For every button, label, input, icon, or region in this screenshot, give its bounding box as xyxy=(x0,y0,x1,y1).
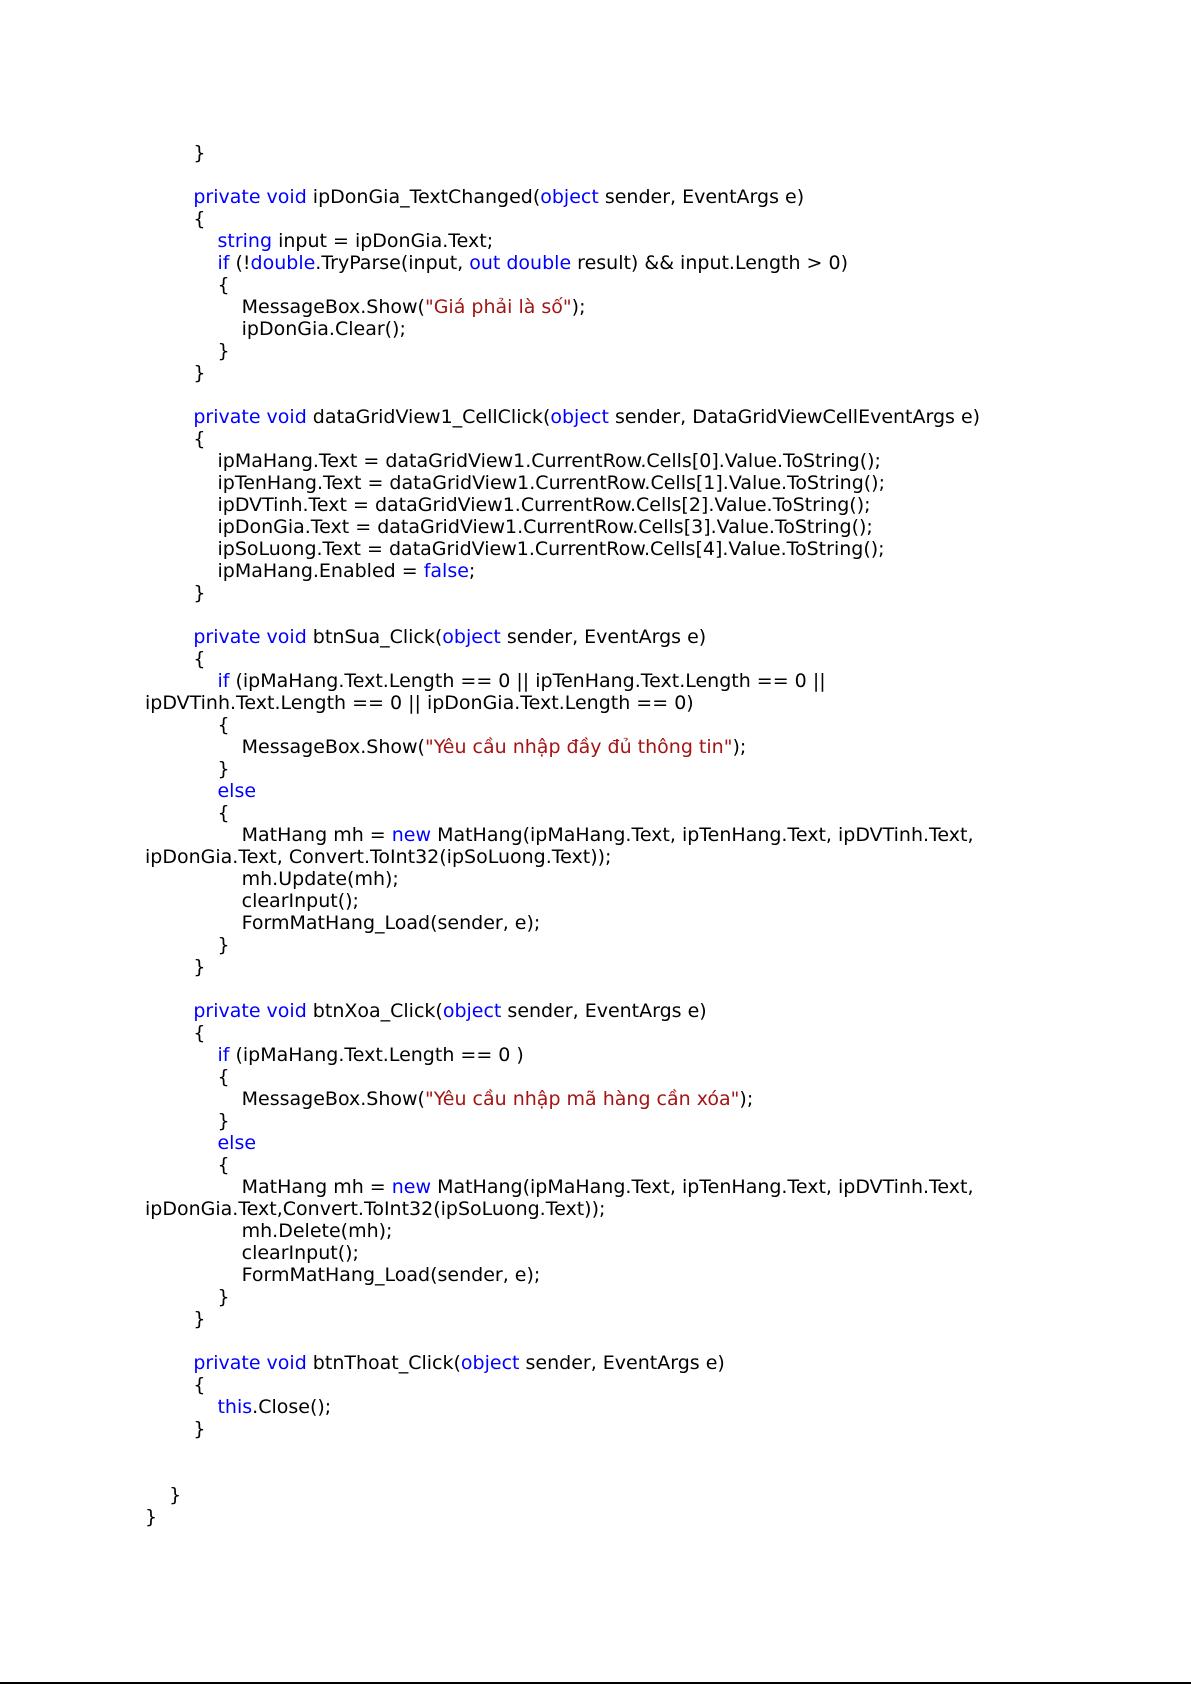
code-token-text: ipDonGia.Text, Convert.ToInt32(ipSoLuong.Text)); xyxy=(145,846,612,868)
code-line xyxy=(145,714,1105,736)
code-line xyxy=(145,868,1105,890)
code-token-text: } xyxy=(145,758,230,780)
code-line xyxy=(145,1066,1105,1088)
code-token-text: sender, EventArgs e) xyxy=(501,1000,707,1022)
code-line xyxy=(145,978,1105,1000)
code-token-text: { xyxy=(145,1066,230,1088)
code-line xyxy=(145,1132,1105,1154)
code-token-keyword: this xyxy=(217,1396,253,1418)
code-line xyxy=(145,274,1105,296)
code-token-text: mh.Update(mh); xyxy=(145,868,399,890)
code-token-text: (ipMaHang.Text.Length == 0 || ipTenHang.Text.Length == 0 || xyxy=(229,670,826,692)
code-token-text: MatHang mh = xyxy=(145,1176,392,1198)
code-line xyxy=(145,670,1105,692)
code-token-text: ipMaHang.Text = dataGridView1.CurrentRow.Cells[0].Value.ToString(); xyxy=(145,450,881,472)
code-token-text: } xyxy=(145,1506,158,1528)
code-token-text: MatHang(ipMaHang.Text, ipTenHang.Text, ipDVTinh.Text, xyxy=(431,824,974,846)
page-bottom-rule xyxy=(0,1682,1191,1684)
code-token-text: MatHang mh = xyxy=(145,824,392,846)
code-token-text: ipDVTinh.Text = dataGridView1.CurrentRow.Cells[2].Value.ToString(); xyxy=(145,494,871,516)
code-token-text: { xyxy=(145,1374,206,1396)
code-token-text xyxy=(145,626,193,648)
code-token-text: FormMatHang_Load(sender, e); xyxy=(145,1264,541,1286)
code-token-text: btnThoat_Click( xyxy=(306,1352,461,1374)
code-line xyxy=(145,692,1105,714)
code-line xyxy=(145,538,1105,560)
code-line xyxy=(145,1308,1105,1330)
code-line xyxy=(145,1484,1105,1506)
code-token-text: clearInput(); xyxy=(145,1242,359,1264)
code-token-keyword: object xyxy=(550,406,609,428)
code-token-text: { xyxy=(145,802,230,824)
code-token-keyword: private void xyxy=(193,1000,307,1022)
code-line xyxy=(145,582,1105,604)
code-line xyxy=(145,1396,1105,1418)
code-token-text: ); xyxy=(739,1088,754,1110)
code-token-text: MessageBox.Show( xyxy=(145,296,425,318)
code-token-text: btnXoa_Click( xyxy=(306,1000,443,1022)
code-token-text: } xyxy=(145,1110,230,1132)
code-line xyxy=(145,626,1105,648)
code-token-text: ipSoLuong.Text = dataGridView1.CurrentRow.Cells[4].Value.ToString(); xyxy=(145,538,885,560)
code-line xyxy=(145,758,1105,780)
code-line xyxy=(145,186,1105,208)
code-token-keyword: string xyxy=(217,230,273,252)
code-token-text xyxy=(145,230,217,252)
code-line xyxy=(145,208,1105,230)
code-line xyxy=(145,1154,1105,1176)
code-listing xyxy=(145,142,1105,1528)
code-line xyxy=(145,516,1105,538)
code-token-string: "Yêu cầu nhập đầy đủ thông tin" xyxy=(424,736,733,758)
code-line xyxy=(145,230,1105,252)
code-token-keyword: new xyxy=(391,1176,432,1198)
code-token-keyword: private void xyxy=(193,186,307,208)
code-line xyxy=(145,890,1105,912)
code-token-keyword: object xyxy=(442,626,501,648)
code-token-keyword: object xyxy=(442,1000,502,1022)
code-line xyxy=(145,494,1105,516)
code-line xyxy=(145,1506,1105,1528)
code-token-text: } xyxy=(145,956,206,978)
code-token-text: ; xyxy=(468,560,476,582)
code-line xyxy=(145,1242,1105,1264)
code-token-text: } xyxy=(145,1308,206,1330)
code-token-string: "Yêu cầu nhập mã hàng cần xóa" xyxy=(424,1088,740,1110)
code-line xyxy=(145,1220,1105,1242)
code-line xyxy=(145,1264,1105,1286)
code-token-text: ); xyxy=(571,296,586,318)
code-token-text: MatHang(ipMaHang.Text, ipTenHang.Text, ipDVTinh.Text, xyxy=(431,1176,974,1198)
code-line xyxy=(145,406,1105,428)
code-line xyxy=(145,1044,1105,1066)
code-token-text: MessageBox.Show( xyxy=(145,1088,425,1110)
code-line xyxy=(145,472,1105,494)
code-token-text xyxy=(145,1352,193,1374)
code-token-text: (ipMaHang.Text.Length == 0 ) xyxy=(229,1044,524,1066)
code-line xyxy=(145,164,1105,186)
code-token-keyword: object xyxy=(460,1352,520,1374)
code-line xyxy=(145,252,1105,274)
code-token-keyword: if xyxy=(217,1044,230,1066)
code-token-text: } xyxy=(145,1484,182,1506)
code-token-string: "Giá phải là số" xyxy=(424,296,572,318)
code-token-text: { xyxy=(145,428,206,450)
code-token-text: MessageBox.Show( xyxy=(145,736,425,758)
code-token-text xyxy=(145,252,217,274)
code-token-text: } xyxy=(145,934,230,956)
code-line xyxy=(145,1462,1105,1484)
code-line xyxy=(145,912,1105,934)
code-token-text: sender, EventArgs e) xyxy=(598,186,805,208)
code-token-text: } xyxy=(145,340,230,362)
code-token-keyword: double xyxy=(250,252,316,274)
code-line xyxy=(145,802,1105,824)
code-token-text: { xyxy=(145,714,230,736)
code-token-text: { xyxy=(145,274,230,296)
code-token-text: } xyxy=(145,582,206,604)
code-line xyxy=(145,1198,1105,1220)
code-token-text xyxy=(145,780,217,802)
code-token-text xyxy=(145,186,193,208)
code-line xyxy=(145,296,1105,318)
code-line xyxy=(145,450,1105,472)
code-token-text: ipTenHang.Text = dataGridView1.CurrentRow.Cells[1].Value.ToString(); xyxy=(145,472,885,494)
code-line xyxy=(145,1110,1105,1132)
code-line xyxy=(145,1418,1105,1440)
code-line xyxy=(145,846,1105,868)
code-line xyxy=(145,780,1105,802)
code-token-text: mh.Delete(mh); xyxy=(145,1220,393,1242)
code-line xyxy=(145,560,1105,582)
code-token-text: } xyxy=(145,1286,230,1308)
code-line xyxy=(145,1440,1105,1462)
code-token-keyword: private void xyxy=(193,406,307,428)
code-line xyxy=(145,1176,1105,1198)
code-token-text: sender, EventArgs e) xyxy=(500,626,707,648)
code-token-text: ); xyxy=(732,736,747,758)
code-line xyxy=(145,1330,1105,1352)
code-token-text xyxy=(145,1044,217,1066)
code-token-keyword: if xyxy=(217,252,230,274)
code-token-text: clearInput(); xyxy=(145,890,359,912)
code-line xyxy=(145,318,1105,340)
code-line xyxy=(145,142,1105,164)
code-token-text: } xyxy=(145,362,206,384)
code-line xyxy=(145,934,1105,956)
code-line xyxy=(145,1352,1105,1374)
code-token-text: } xyxy=(145,142,206,164)
code-line xyxy=(145,604,1105,626)
code-token-keyword: private void xyxy=(193,626,307,648)
code-token-text: dataGridView1_CellClick( xyxy=(306,406,551,428)
code-token-keyword: new xyxy=(391,824,432,846)
code-line xyxy=(145,1022,1105,1044)
code-token-keyword: false xyxy=(423,560,469,582)
code-line xyxy=(145,1374,1105,1396)
code-line xyxy=(145,1088,1105,1110)
code-token-text: { xyxy=(145,1154,230,1176)
code-line xyxy=(145,648,1105,670)
code-token-keyword: out double xyxy=(469,252,572,274)
code-token-text: (! xyxy=(229,252,251,274)
code-token-keyword: else xyxy=(217,1132,257,1154)
code-token-text: { xyxy=(145,208,206,230)
code-token-text: ipDonGia.Text = dataGridView1.CurrentRow.Cells[3].Value.ToString(); xyxy=(145,516,873,538)
code-token-text xyxy=(145,1000,193,1022)
code-token-text: sender, DataGridViewCellEventArgs e) xyxy=(608,406,981,428)
code-token-text: .Close(); xyxy=(252,1396,332,1418)
code-token-text: result) && input.Length > 0) xyxy=(571,252,849,274)
code-token-text: ipMaHang.Enabled = xyxy=(145,560,424,582)
code-token-text: FormMatHang_Load(sender, e); xyxy=(145,912,541,934)
code-token-keyword: if xyxy=(217,670,230,692)
code-line xyxy=(145,1286,1105,1308)
code-token-text: input = ipDonGia.Text; xyxy=(272,230,494,252)
code-token-text: btnSua_Click( xyxy=(306,626,443,648)
code-token-text xyxy=(145,1396,217,1418)
code-token-text xyxy=(145,1132,217,1154)
code-token-keyword: private void xyxy=(193,1352,307,1374)
code-line xyxy=(145,340,1105,362)
code-token-text xyxy=(145,670,217,692)
code-line xyxy=(145,384,1105,406)
code-line xyxy=(145,824,1105,846)
code-token-text: } xyxy=(145,1418,206,1440)
code-token-keyword: else xyxy=(217,780,257,802)
code-token-text: { xyxy=(145,1022,206,1044)
code-token-text: ipDonGia.Clear(); xyxy=(145,318,406,340)
code-token-text: .TryParse(input, xyxy=(315,252,470,274)
code-token-text: ipDVTinh.Text.Length == 0 || ipDonGia.Text.Length == 0) xyxy=(145,692,694,714)
code-line xyxy=(145,362,1105,384)
code-token-text: ipDonGia_TextChanged( xyxy=(306,186,541,208)
code-line xyxy=(145,428,1105,450)
code-token-text: ipDonGia.Text,Convert.ToInt32(ipSoLuong.Text)); xyxy=(145,1198,606,1220)
code-line xyxy=(145,956,1105,978)
code-token-text: { xyxy=(145,648,206,670)
code-token-text: sender, EventArgs e) xyxy=(519,1352,725,1374)
code-line xyxy=(145,736,1105,758)
code-token-text xyxy=(145,406,193,428)
code-token-keyword: object xyxy=(540,186,599,208)
code-line xyxy=(145,1000,1105,1022)
